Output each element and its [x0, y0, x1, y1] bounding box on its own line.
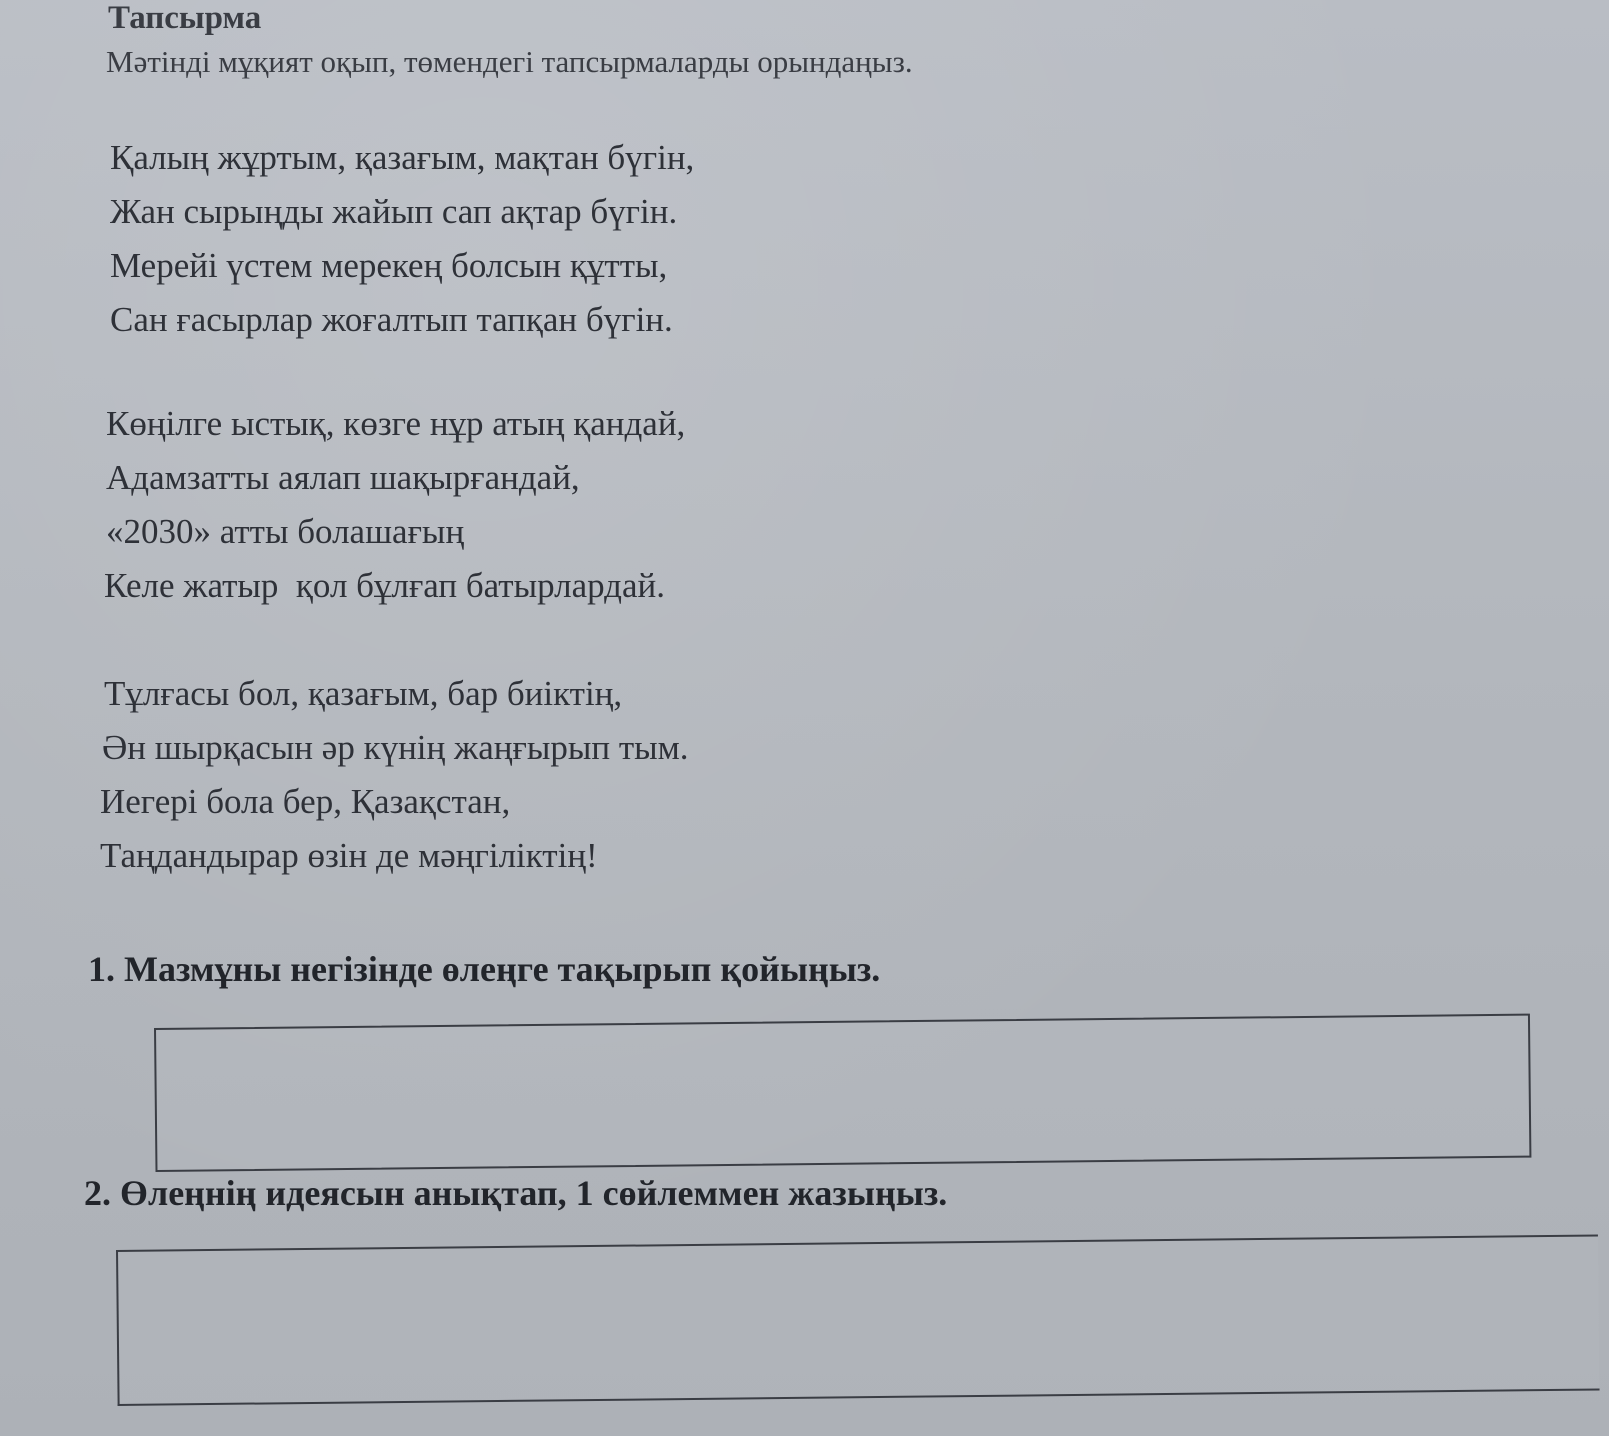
- answer-box-1[interactable]: [154, 1014, 1531, 1172]
- poem-line: Жан сырыңды жайып сап ақтар бүгін.: [110, 192, 678, 231]
- poem-line: Иегері бола бер, Қазақстан,: [100, 782, 511, 821]
- poem-line: Сан ғасырлар жоғалтып тапқан бүгін.: [110, 300, 673, 339]
- poem-line: Тұлғасы бол, қазағым, бар биіктің,: [104, 674, 623, 713]
- question-1: 1. Мазмұны негізінде өлеңге тақырып қойыңыз.: [88, 949, 881, 989]
- poem-line: Келе жатыр қол бұлғап батырлардай.: [104, 566, 666, 605]
- poem-line: Көңілге ыстық, көзге нұр атың қандай,: [106, 404, 686, 443]
- answer-box-2[interactable]: [116, 1234, 1600, 1406]
- poem-line: Таңдандырар өзін де мәңгіліктің!: [100, 836, 598, 875]
- poem-line: «2030» атты болашағың: [106, 512, 465, 551]
- poem-line: Мерейі үстем мерекең болсын құтты,: [110, 246, 668, 285]
- poem-line: Ән шырқасын әр күнің жаңғырып тым.: [102, 728, 689, 767]
- poem-line: Қалың жұртым, қазағым, мақтан бүгін,: [110, 138, 695, 177]
- question-2: 2. Өлеңнің идеясын анықтап, 1 сөйлеммен жазыңыз.: [84, 1173, 948, 1213]
- poem-line: Адамзатты аялап шақырғандай,: [106, 458, 580, 497]
- worksheet-title: Тапсырма: [108, 0, 262, 36]
- worksheet-instruction: Мәтінді мұқият оқып, төмендегі тапсырмаларды орындаңыз.: [106, 44, 913, 79]
